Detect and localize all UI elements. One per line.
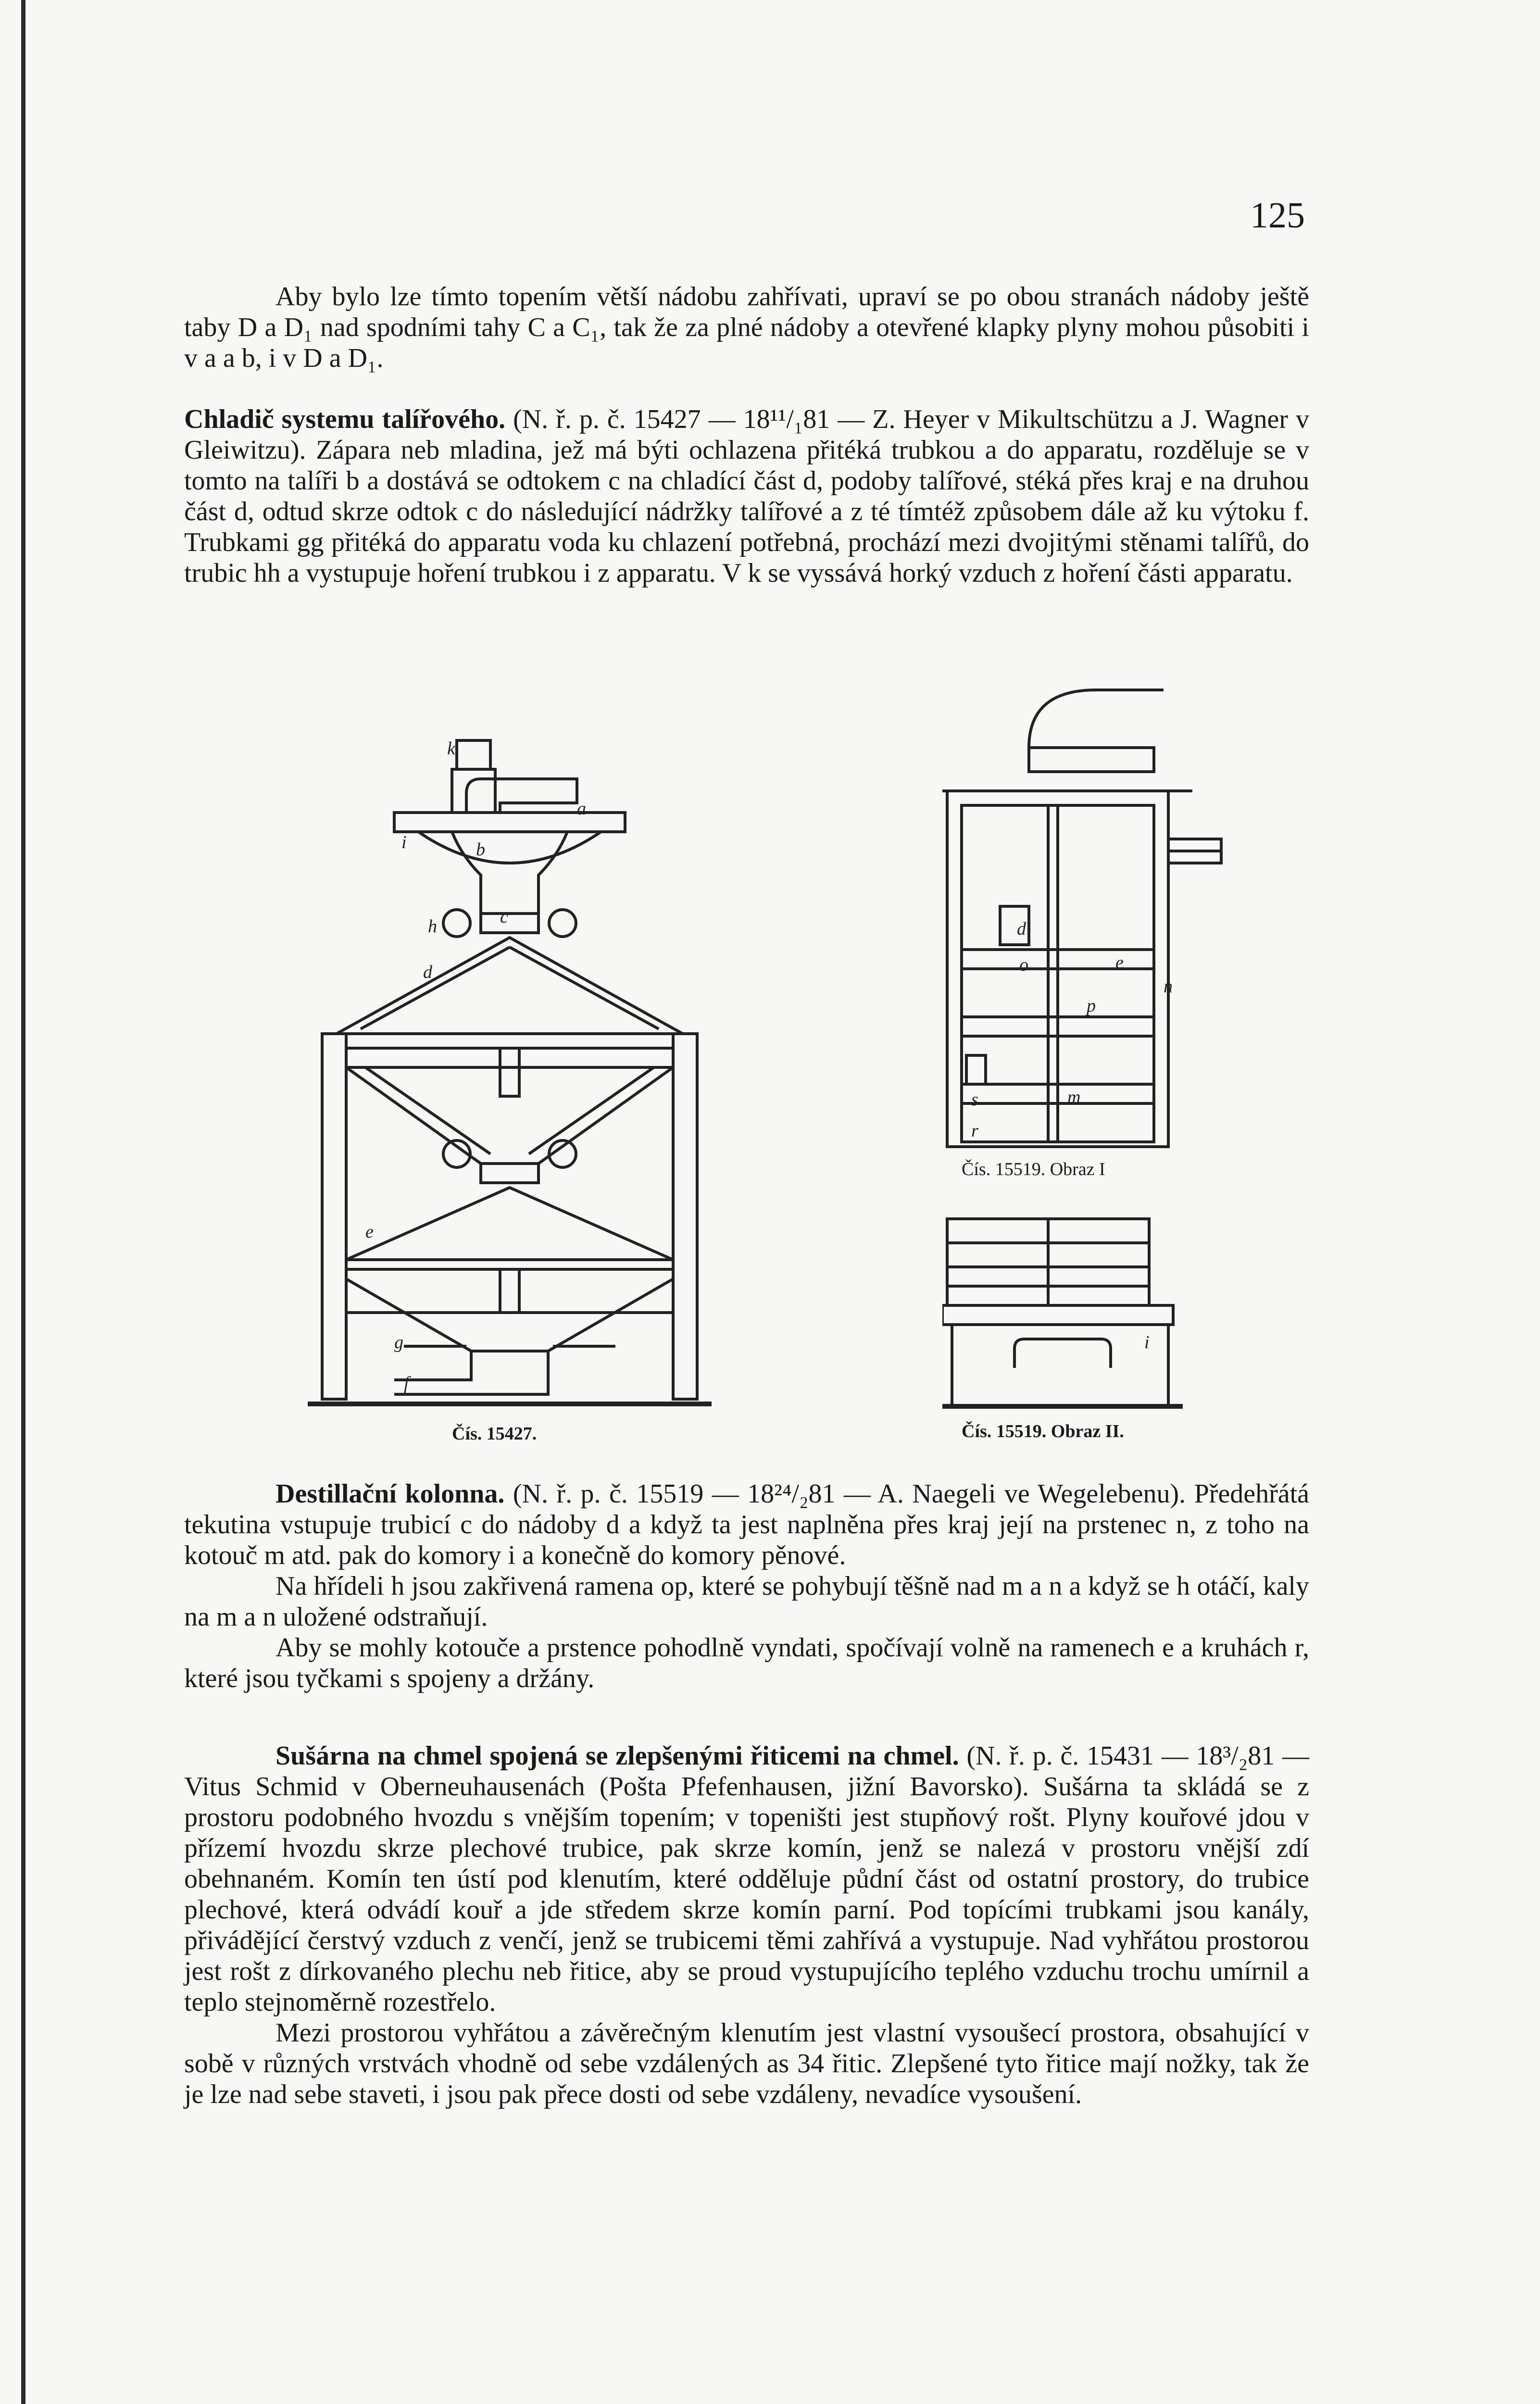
column-body-2: Na hřídeli h jsou zakřivená ramena op, které se pohybují těšně nad m a n a když se h otáčí, kaly na m a n uložené odstraňují. (184, 1571, 1309, 1632)
column-1-label-m: m (1067, 1087, 1081, 1107)
column-1-label-r: r (971, 1121, 978, 1141)
column-1-label-s: s (971, 1089, 978, 1110)
section-column (184, 1478, 1309, 1694)
column-1-drawing (933, 680, 1240, 1161)
hops-meta: (N. ř. p. č. 15431 — 18³/₂81 — Vitus Schmid v Oberneuhausenách (Pošta Pfefenhausen, jižní Bavorsko). (184, 1741, 1310, 1802)
cooler-meta: (N. ř. p. č. 15427 — 18¹¹/₁81 — Z. Heyer v Mikultschützu a J. Wagner v Gleiwitzu). (184, 404, 1309, 465)
cooler-label-f: f (404, 1373, 409, 1393)
column-2-drawing (942, 1214, 1240, 1416)
cooler-caption: Čís. 15427. (452, 1424, 537, 1444)
cooler-label-b: b (476, 839, 485, 860)
column-meta: (N. ř. p. č. 15519 — 18²⁴/₂81 — A. Naegeli ve Wegelebenu). (513, 1479, 1186, 1509)
cooler-label-a: a (577, 799, 586, 819)
hops-body-2: Mezi prostorou vyhřátou a závěrečným klenutím jest vlastní vysoušecí prostora, obsahující v sobě v různých vrstvách vhodně od sebe vzdálených as 34 řitic. Zlepšené tyto řitice mají nožky, tak že je lze nad sebe staveti, i jsou pak přece dosti od sebe vzdáleny, nevadíce vysoušení. (184, 2018, 1309, 2109)
cooler-label-c: c (500, 907, 508, 927)
cooler-label-k: k (447, 739, 455, 759)
column-1-label-d: d (1017, 919, 1026, 939)
page-edge-rule (21, 0, 25, 2404)
page-number: 125 (1250, 195, 1305, 236)
column-1-caption: Čís. 15519. Obraz I (962, 1159, 1105, 1179)
cooler-label-d: d (423, 962, 432, 982)
section-hops (184, 1740, 1309, 2110)
intro-paragraph (184, 281, 1309, 374)
column-title: Destillační kolonna. (275, 1479, 505, 1509)
column-body-3: Aby se mohly kotouče a prstence pohodlně vyndati, spočívají volně na ramenech e a kruhách r, které jsou tyčkami s spojeny a držány. (184, 1633, 1309, 1693)
figure-column-1 (933, 680, 1240, 1190)
column-2-label-i: i (1144, 1332, 1150, 1352)
column-1-label-p: p (1087, 996, 1096, 1016)
column-1-label-o: o (1019, 955, 1028, 975)
figure-column-2 (942, 1214, 1240, 1450)
cooler-label-h: h (428, 916, 437, 937)
column-1-label-e: e (1115, 952, 1124, 973)
column-body-1: Předehřátá tekutina vstupuje trubicí c do nádoby d a když ta jest naplněna přes kraj její na prstenec n, z toho na kotouč m atd. pak do komory i a konečně do komory pěnové. (184, 1479, 1310, 1570)
cooler-title: Chladič systemu talířového. (184, 404, 506, 434)
column-2-caption: Čís. 15519. Obraz II. (962, 1421, 1124, 1441)
cooler-label-i: i (401, 832, 407, 852)
cooler-label-g: g (394, 1332, 403, 1352)
figure-cooler (308, 731, 712, 1444)
column-1-label-n: n (1164, 977, 1173, 997)
intro-text: Aby bylo lze tímto topením větší nádobu zahřívati, upraví se po obou stranách nádoby ještě taby D a D₁ nad spodními tahy C a C₁, tak že za plné nádoby a otevřené klapky plyny mohou působiti i v a a b, i v D a D₁. (184, 282, 1309, 373)
cooler-label-e: e (365, 1222, 374, 1242)
cooler-body: Zápara neb mladina, jež má býti ochlazena přitéká trubkou a do apparatu, rozděluje se v tomto na talíři b a dostává se odtokem c na chladící část d, podoby talířové, stéká přes kraj e na druhou část d, odtud skrze odtok c do následující nádržky talířové a z té tímtéž způsobem dále až ku výtoku f. Trubkami gg přitéká do apparatu voda ku chlazení potřebná, prochází mezi dvojitými stěnami talířů, do trubic hh a vystupuje hoření trubkou i z apparatu. V k se vyssává horký vzduch z hoření části apparatu. (184, 435, 1310, 588)
cooler-drawing (308, 731, 712, 1414)
hops-body-1: Sušárna ta skládá se z prostoru podobného hvozdu s vnějším topením; v topeništi jest stupňový rošt. Plyny kouřové jdou v přízemí hvozdu skrze plechové trubice, pak skrze komín, jenž se nalezá v prostoru vnější zdí obehnaném. Komín ten ústí pod klenutím, které odděluje půdní část od ostatní prostory, do trubice plechové, která odvádí kouř a jde středem skrze komín parní. Pod topícími trubkami jsou kanály, přivádějící čerstvý vzduch z venčí, jenž se trubicemi těmi zahřívá a vystupuje. Nad vyhřátou prostorou jest rošt z dírkovaného plechu neb řitice, aby se proud vystupujícího teplého vzduchu trochu umírnil a teplo stejnoměrně rozestřelo. (184, 1772, 1310, 2017)
section-cooler (184, 404, 1309, 588)
hops-title: Sušárna na chmel spojená se zlepšenými řiticemi na chmel. (275, 1741, 959, 1771)
